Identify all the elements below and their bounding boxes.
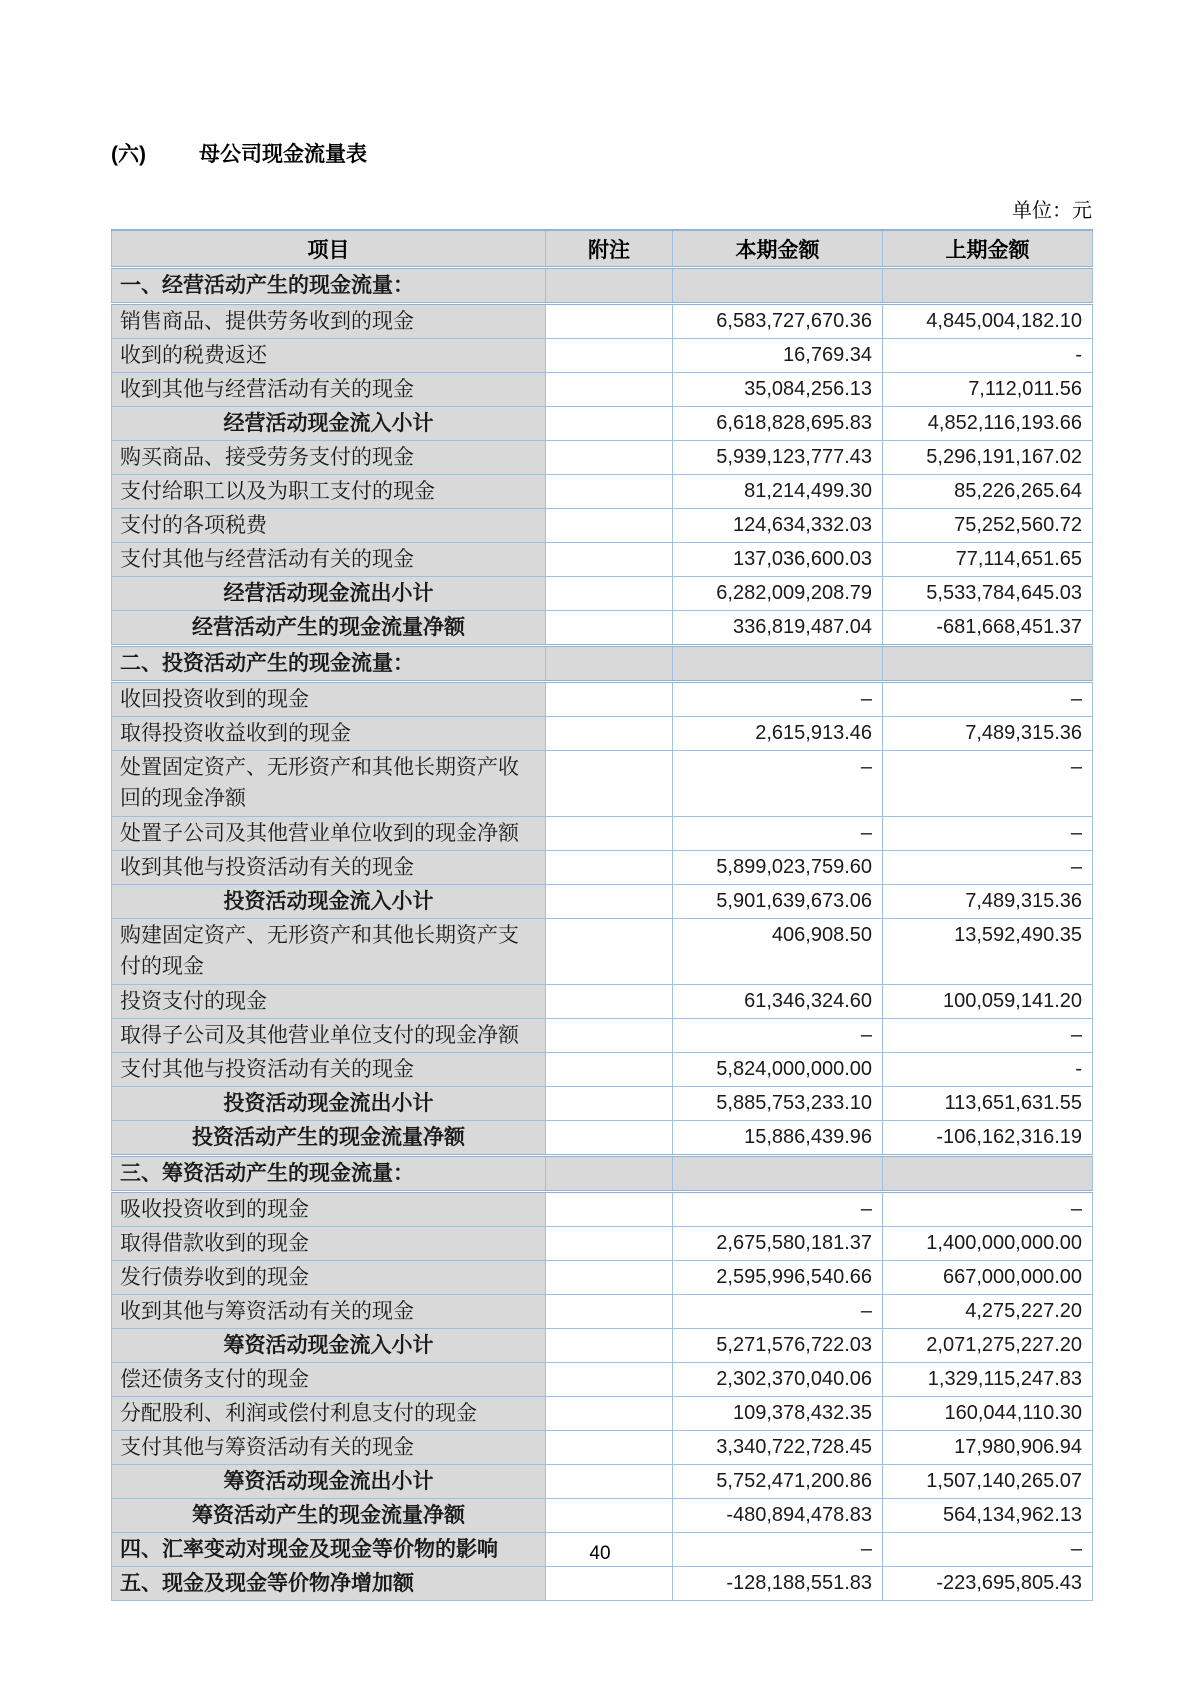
- item-cell: 支付的各项税费: [112, 509, 546, 543]
- current-amount-cell: -480,894,478.83: [673, 1499, 883, 1533]
- current-amount-cell: 5,901,639,673.06: [673, 885, 883, 919]
- prior-amount-cell: 17,980,906.94: [883, 1431, 1093, 1465]
- current-amount-cell: 35,084,256.13: [673, 373, 883, 407]
- item-cell: 偿还债务支付的现金: [112, 1363, 546, 1397]
- note-cell: [546, 717, 673, 751]
- item-cell: 收到其他与投资活动有关的现金: [112, 851, 546, 885]
- table-row: [112, 441, 1093, 475]
- cash-flow-table: [111, 229, 1093, 1601]
- note-cell: [546, 509, 673, 543]
- item-cell: 购买商品、接受劳务支付的现金: [112, 441, 546, 475]
- item-cell: 二、投资活动产生的现金流量：: [112, 646, 546, 682]
- prior-amount-cell: –: [883, 1533, 1093, 1567]
- note-cell: [546, 543, 673, 577]
- note-cell: [546, 441, 673, 475]
- prior-amount-cell: 7,489,315.36: [883, 885, 1093, 919]
- item-cell: 收回投资收到的现金: [112, 682, 546, 717]
- current-amount-cell: 3,340,722,728.45: [673, 1431, 883, 1465]
- table-row: [112, 1363, 1093, 1397]
- table-row: [112, 1431, 1093, 1465]
- note-cell: [546, 611, 673, 646]
- column-header-current-amount: 本期金额: [673, 230, 883, 268]
- prior-amount-cell: –: [883, 751, 1093, 817]
- prior-amount-cell: –: [883, 682, 1093, 717]
- table-row: [112, 885, 1093, 919]
- prior-amount-cell: [883, 646, 1093, 682]
- note-cell: [546, 817, 673, 851]
- note-cell: [546, 1295, 673, 1329]
- item-cell: 发行债券收到的现金: [112, 1261, 546, 1295]
- note-cell: [546, 1227, 673, 1261]
- note-cell: [546, 1567, 673, 1601]
- note-cell: [546, 1363, 673, 1397]
- current-amount-cell: 15,886,439.96: [673, 1121, 883, 1156]
- table-row: [112, 817, 1093, 851]
- note-cell: [546, 475, 673, 509]
- current-amount-cell: 2,302,370,040.06: [673, 1363, 883, 1397]
- current-amount-cell: [673, 1156, 883, 1192]
- prior-amount-cell: 7,112,011.56: [883, 373, 1093, 407]
- prior-amount-cell: 4,275,227.20: [883, 1295, 1093, 1329]
- note-cell: [546, 751, 673, 817]
- note-cell: [546, 1019, 673, 1053]
- prior-amount-cell: 100,059,141.20: [883, 985, 1093, 1019]
- note-cell: [546, 1431, 673, 1465]
- prior-amount-cell: -106,162,316.19: [883, 1121, 1093, 1156]
- current-amount-cell: 5,752,471,200.86: [673, 1465, 883, 1499]
- note-cell: [546, 1192, 673, 1227]
- current-amount-cell: –: [673, 1192, 883, 1227]
- note-cell: [546, 577, 673, 611]
- prior-amount-cell: 5,533,784,645.03: [883, 577, 1093, 611]
- table-row: [112, 577, 1093, 611]
- item-cell: 收到的税费返还: [112, 339, 546, 373]
- note-cell: [546, 373, 673, 407]
- current-amount-cell: –: [673, 1019, 883, 1053]
- table-row: [112, 1567, 1093, 1601]
- prior-amount-cell: 113,651,631.55: [883, 1087, 1093, 1121]
- section-number: (六): [111, 143, 146, 166]
- table-row: [112, 985, 1093, 1019]
- prior-amount-cell: -681,668,451.37: [883, 611, 1093, 646]
- item-cell: 五、现金及现金等价物净增加额: [112, 1567, 546, 1601]
- table-row: [112, 543, 1093, 577]
- note-cell: [546, 885, 673, 919]
- table-row: [112, 646, 1093, 682]
- current-amount-cell: 336,819,487.04: [673, 611, 883, 646]
- item-cell: 购建固定资产、无形资产和其他长期资产支付的现金: [112, 919, 546, 985]
- current-amount-cell: 137,036,600.03: [673, 543, 883, 577]
- current-amount-cell: 5,271,576,722.03: [673, 1329, 883, 1363]
- item-cell: 三、筹资活动产生的现金流量：: [112, 1156, 546, 1192]
- current-amount-cell: 6,282,009,208.79: [673, 577, 883, 611]
- prior-amount-cell: 160,044,110.30: [883, 1397, 1093, 1431]
- current-amount-cell: 81,214,499.30: [673, 475, 883, 509]
- note-cell: [546, 1121, 673, 1156]
- item-cell: 取得子公司及其他营业单位支付的现金净额: [112, 1019, 546, 1053]
- item-cell: 支付其他与筹资活动有关的现金: [112, 1431, 546, 1465]
- prior-amount-cell: 564,134,962.13: [883, 1499, 1093, 1533]
- item-cell: 取得借款收到的现金: [112, 1227, 546, 1261]
- current-amount-cell: 124,634,332.03: [673, 509, 883, 543]
- note-cell: [546, 339, 673, 373]
- item-cell: 吸收投资收到的现金: [112, 1192, 546, 1227]
- prior-amount-cell: -: [883, 1053, 1093, 1087]
- item-cell: 支付其他与投资活动有关的现金: [112, 1053, 546, 1087]
- item-cell: 投资支付的现金: [112, 985, 546, 1019]
- note-cell: [546, 1397, 673, 1431]
- table-row: [112, 1053, 1093, 1087]
- prior-amount-cell: -: [883, 339, 1093, 373]
- table-row: [112, 475, 1093, 509]
- note-cell: [546, 1499, 673, 1533]
- prior-amount-cell: 4,852,116,193.66: [883, 407, 1093, 441]
- current-amount-cell: [673, 646, 883, 682]
- note-cell: [546, 1156, 673, 1192]
- prior-amount-cell: –: [883, 817, 1093, 851]
- prior-amount-cell: [883, 268, 1093, 304]
- item-cell: 处置固定资产、无形资产和其他长期资产收回的现金净额: [112, 751, 546, 817]
- note-cell: [546, 985, 673, 1019]
- column-header-prior-amount: 上期金额: [883, 230, 1093, 268]
- column-header-item: 项目: [112, 230, 546, 268]
- item-cell: 投资活动现金流出小计: [112, 1087, 546, 1121]
- current-amount-cell: 6,583,727,670.36: [673, 304, 883, 339]
- table-row: [112, 304, 1093, 339]
- table-row: [112, 851, 1093, 885]
- item-cell: 收到其他与经营活动有关的现金: [112, 373, 546, 407]
- item-cell: 筹资活动现金流出小计: [112, 1465, 546, 1499]
- item-cell: 收到其他与筹资活动有关的现金: [112, 1295, 546, 1329]
- table-row: [112, 1295, 1093, 1329]
- current-amount-cell: 109,378,432.35: [673, 1397, 883, 1431]
- prior-amount-cell: 75,252,560.72: [883, 509, 1093, 543]
- prior-amount-cell: –: [883, 851, 1093, 885]
- prior-amount-cell: 2,071,275,227.20: [883, 1329, 1093, 1363]
- current-amount-cell: [673, 268, 883, 304]
- item-cell: 分配股利、利润或偿付利息支付的现金: [112, 1397, 546, 1431]
- current-amount-cell: 2,675,580,181.37: [673, 1227, 883, 1261]
- current-amount-cell: –: [673, 1295, 883, 1329]
- current-amount-cell: –: [673, 1533, 883, 1567]
- document-page: [111, 138, 1092, 1601]
- page-title: 母公司现金流量表: [199, 143, 367, 166]
- table-row: [112, 1397, 1093, 1431]
- prior-amount-cell: 1,507,140,265.07: [883, 1465, 1093, 1499]
- current-amount-cell: –: [673, 751, 883, 817]
- unit-label: 单位：元: [1012, 200, 1092, 222]
- prior-amount-cell: [883, 1156, 1093, 1192]
- item-cell: 支付给职工以及为职工支付的现金: [112, 475, 546, 509]
- item-cell: 经营活动现金流出小计: [112, 577, 546, 611]
- current-amount-cell: 2,595,996,540.66: [673, 1261, 883, 1295]
- prior-amount-cell: 1,329,115,247.83: [883, 1363, 1093, 1397]
- section-title: [111, 138, 1092, 168]
- table-row: [112, 1261, 1093, 1295]
- table-row: [112, 919, 1093, 985]
- prior-amount-cell: 7,489,315.36: [883, 717, 1093, 751]
- note-cell: [546, 851, 673, 885]
- column-header-note: 附注: [546, 230, 673, 268]
- prior-amount-cell: 85,226,265.64: [883, 475, 1093, 509]
- prior-amount-cell: –: [883, 1019, 1093, 1053]
- table-row: [112, 339, 1093, 373]
- page-number: 40: [589, 1543, 611, 1564]
- note-cell: [546, 682, 673, 717]
- note-cell: [546, 1465, 673, 1499]
- item-cell: 取得投资收益收到的现金: [112, 717, 546, 751]
- item-cell: 筹资活动产生的现金流量净额: [112, 1499, 546, 1533]
- current-amount-cell: 6,618,828,695.83: [673, 407, 883, 441]
- item-cell: 投资活动现金流入小计: [112, 885, 546, 919]
- table-row: [112, 1192, 1093, 1227]
- note-cell: [546, 268, 673, 304]
- current-amount-cell: –: [673, 682, 883, 717]
- table-row: [112, 717, 1093, 751]
- current-amount-cell: 5,885,753,233.10: [673, 1087, 883, 1121]
- table-row: [112, 682, 1093, 717]
- prior-amount-cell: 667,000,000.00: [883, 1261, 1093, 1295]
- current-amount-cell: -128,188,551.83: [673, 1567, 883, 1601]
- prior-amount-cell: 4,845,004,182.10: [883, 304, 1093, 339]
- table-body: [112, 268, 1093, 1601]
- prior-amount-cell: 77,114,651.65: [883, 543, 1093, 577]
- note-cell: [546, 1261, 673, 1295]
- table-row: [112, 1227, 1093, 1261]
- current-amount-cell: 16,769.34: [673, 339, 883, 373]
- table-row: [112, 1019, 1093, 1053]
- note-cell: [546, 407, 673, 441]
- table-row: [112, 407, 1093, 441]
- table-row: [112, 509, 1093, 543]
- prior-amount-cell: 1,400,000,000.00: [883, 1227, 1093, 1261]
- item-cell: 经营活动现金流入小计: [112, 407, 546, 441]
- current-amount-cell: 5,899,023,759.60: [673, 851, 883, 885]
- item-cell: 四、汇率变动对现金及现金等价物的影响: [112, 1533, 546, 1567]
- note-cell: [546, 1087, 673, 1121]
- note-cell: [546, 646, 673, 682]
- table-row: [112, 1156, 1093, 1192]
- current-amount-cell: 5,939,123,777.43: [673, 441, 883, 475]
- item-cell: 一、经营活动产生的现金流量：: [112, 268, 546, 304]
- prior-amount-cell: -223,695,805.43: [883, 1567, 1093, 1601]
- table-row: [112, 1465, 1093, 1499]
- current-amount-cell: 2,615,913.46: [673, 717, 883, 751]
- table-header-row: [112, 230, 1093, 268]
- note-cell: [546, 304, 673, 339]
- current-amount-cell: 61,346,324.60: [673, 985, 883, 1019]
- table-row: [112, 1087, 1093, 1121]
- item-cell: 处置子公司及其他营业单位收到的现金净额: [112, 817, 546, 851]
- table-row: [112, 373, 1093, 407]
- table-header: [112, 230, 1093, 268]
- item-cell: 筹资活动现金流入小计: [112, 1329, 546, 1363]
- item-cell: 支付其他与经营活动有关的现金: [112, 543, 546, 577]
- table-row: [112, 1499, 1093, 1533]
- table-row: [112, 611, 1093, 646]
- table-row: [112, 1121, 1093, 1156]
- note-cell: [546, 1329, 673, 1363]
- prior-amount-cell: –: [883, 1192, 1093, 1227]
- current-amount-cell: 5,824,000,000.00: [673, 1053, 883, 1087]
- table-row: [112, 1329, 1093, 1363]
- table-row: [112, 268, 1093, 304]
- current-amount-cell: –: [673, 817, 883, 851]
- item-cell: 经营活动产生的现金流量净额: [112, 611, 546, 646]
- prior-amount-cell: 13,592,490.35: [883, 919, 1093, 985]
- current-amount-cell: 406,908.50: [673, 919, 883, 985]
- table-row: [112, 751, 1093, 817]
- item-cell: 销售商品、提供劳务收到的现金: [112, 304, 546, 339]
- note-cell: [546, 919, 673, 985]
- item-cell: 投资活动产生的现金流量净额: [112, 1121, 546, 1156]
- note-cell: [546, 1053, 673, 1087]
- prior-amount-cell: 5,296,191,167.02: [883, 441, 1093, 475]
